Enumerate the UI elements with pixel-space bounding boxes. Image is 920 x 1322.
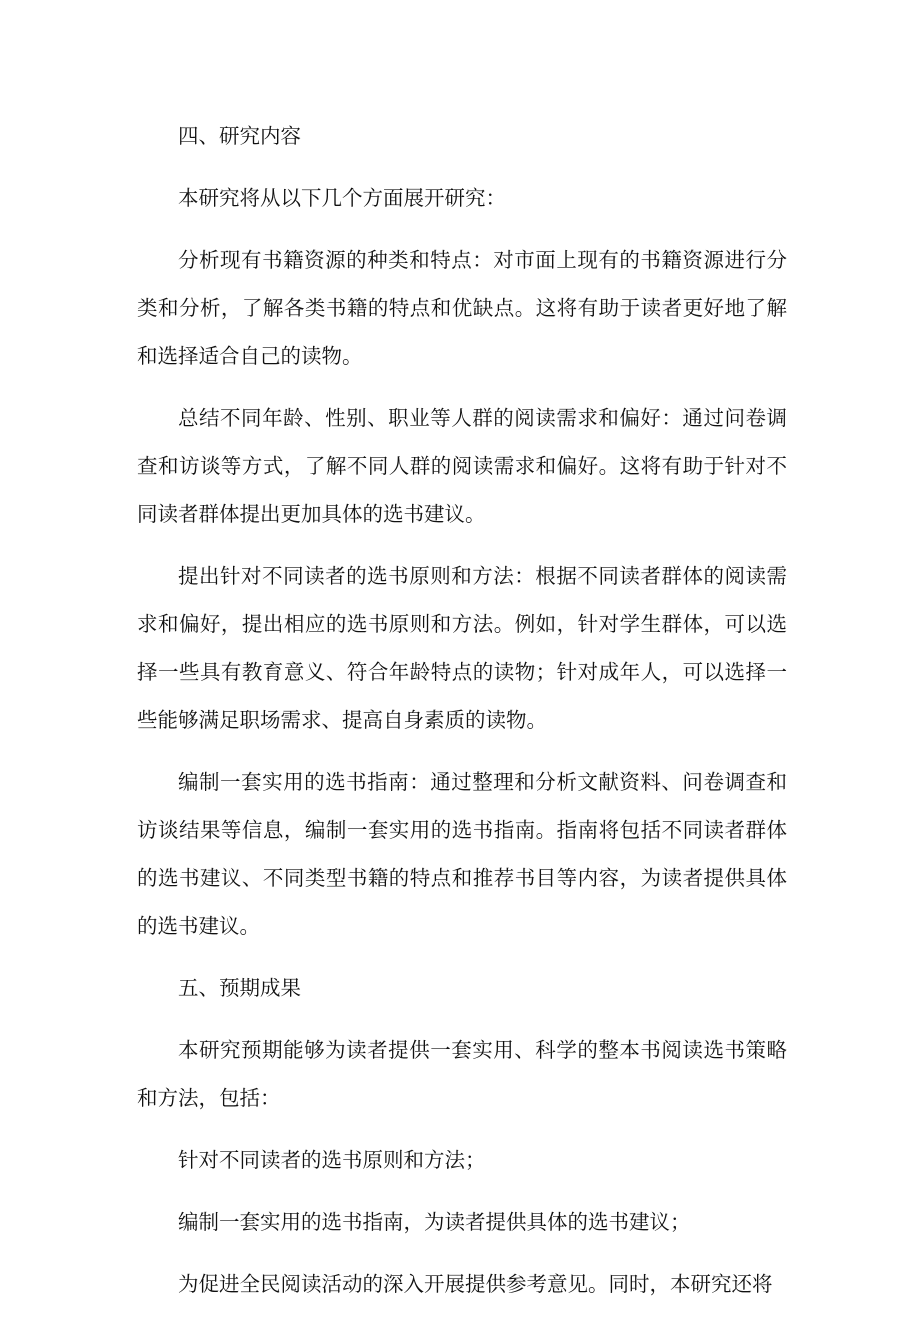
paragraph-intro: 本研究将从以下几个方面展开研究： — [178, 186, 506, 210]
list-item-principles: 针对不同读者的选书原则和方法； — [178, 1148, 486, 1172]
list-item-promotion: 为促进全民阅读活动的深入开展提供参考意见。同时，本研究还将 — [178, 1272, 773, 1296]
paragraph-expected-intro: 本研究预期能够为读者提供一套实用、科学的整本书阅读选书策略和方法，包括： — [137, 1038, 787, 1110]
section-heading-expected-results: 五、预期成果 — [178, 976, 301, 1000]
section-heading-research-content: 四、研究内容 — [178, 124, 301, 148]
paragraph-principles: 提出针对不同读者的选书原则和方法：根据不同读者群体的阅读需求和偏好，提出相应的选书原则和方法。例如，针对学生群体，可以选择一些具有教育意义、符合年龄特点的读物；针对成年人，可以选择一些能够满足职场需求、提高自身素质的读物。 — [137, 564, 787, 732]
paragraph-analysis: 分析现有书籍资源的种类和特点：对市面上现有的书籍资源进行分类和分析，了解各类书籍的特点和优缺点。这将有助于读者更好地了解和选择适合自己的读物。 — [137, 248, 787, 368]
list-item-guide: 编制一套实用的选书指南，为读者提供具体的选书建议； — [178, 1210, 691, 1234]
paragraph-summary: 总结不同年龄、性别、职业等人群的阅读需求和偏好：通过问卷调查和访谈等方式，了解不同人群的阅读需求和偏好。这将有助于针对不同读者群体提出更加具体的选书建议。 — [137, 406, 787, 526]
document-body — [137, 112, 787, 1322]
paragraph-guide: 编制一套实用的选书指南：通过整理和分析文献资料、问卷调查和访谈结果等信息，编制一套实用的选书指南。指南将包括不同读者群体的选书建议、不同类型书籍的特点和推荐书目等内容，为读者提供具体的选书建议。 — [137, 770, 787, 938]
